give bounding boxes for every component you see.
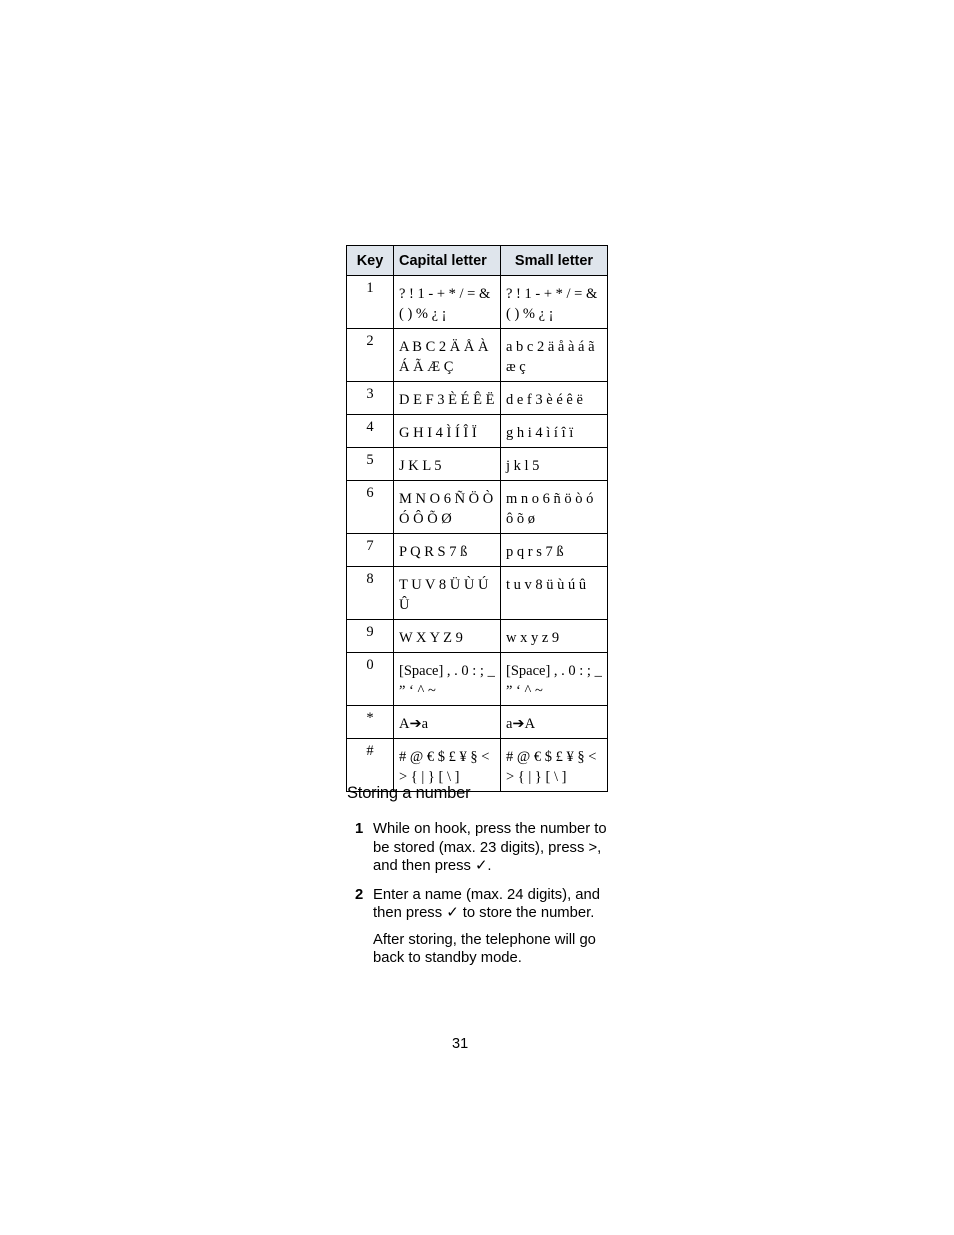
small-cell: m n o 6 ñ ö ò ó ô õ ø: [501, 481, 608, 534]
table-row: [347, 276, 608, 329]
table-row: [347, 706, 608, 739]
small-cell: j k l 5: [501, 448, 608, 481]
small-cell: p q r s 7 ß: [501, 534, 608, 567]
table-row: [347, 620, 608, 653]
capital-cell: J K L 5: [394, 448, 501, 481]
capital-cell: # @ € $ £ ¥ § < > { | } [ \ ]: [394, 739, 501, 792]
step-text: While on hook, press the number to be stored (max. 23 digits), press >, and then press ✓.: [373, 821, 607, 874]
capital-cell: P Q R S 7 ß: [394, 534, 501, 567]
step-text: Enter a name (max. 24 digits), and then press ✓ to store the number.: [373, 886, 600, 921]
table-row: [347, 382, 608, 415]
key-cell: 8: [347, 567, 394, 620]
key-cell: 4: [347, 415, 394, 448]
key-cell: #: [347, 739, 394, 792]
key-cell: 6: [347, 481, 394, 534]
table-row: [347, 567, 608, 620]
capital-cell: M N O 6 Ñ Ö Ò Ó Ô Õ Ø: [394, 481, 501, 534]
key-cell: 2: [347, 329, 394, 382]
key-cell: 7: [347, 534, 394, 567]
table-row: [347, 329, 608, 382]
small-cell: # @ € $ £ ¥ § < > { | } [ \ ]: [501, 739, 608, 792]
key-cell: 0: [347, 653, 394, 706]
header-key: Key: [347, 246, 394, 276]
step-note: After storing, the telephone will go back to standby mode.: [373, 931, 596, 966]
key-cell: 9: [347, 620, 394, 653]
capital-cell: A➔a: [394, 706, 501, 739]
small-cell: d e f 3 è é ê ë: [501, 382, 608, 415]
table-row: [347, 534, 608, 567]
capital-cell: ? ! 1 - + * / = & ( ) % ¿ ¡: [394, 276, 501, 329]
header-capital-letter: Capital letter: [394, 246, 501, 276]
table-row: [347, 481, 608, 534]
small-cell: t u v 8 ü ù ú û: [501, 567, 608, 620]
character-table: [346, 245, 608, 792]
key-cell: *: [347, 706, 394, 739]
table-row: [347, 415, 608, 448]
small-cell: a b c 2 ä å à á ã æ ç: [501, 329, 608, 382]
capital-cell: A B C 2 Ä Å À Á Ã Æ Ç: [394, 329, 501, 382]
small-cell: ? ! 1 - + * / = & ( ) % ¿ ¡: [501, 276, 608, 329]
small-cell: w x y z 9: [501, 620, 608, 653]
list-item: [355, 820, 610, 876]
small-cell: [Space] , . 0 : ; _ ” ‘ ^ ~: [501, 653, 608, 706]
key-cell: 3: [347, 382, 394, 415]
small-cell: a➔A: [501, 706, 608, 739]
header-small-letter: Small letter: [501, 246, 608, 276]
step-number: 2: [355, 886, 364, 903]
capital-cell: G H I 4 Ì Í Î Ï: [394, 415, 501, 448]
section-title: Storing a number: [347, 784, 471, 802]
capital-cell: [Space] , . 0 : ; _ ” ‘ ^ ~: [394, 653, 501, 706]
key-cell: 1: [347, 276, 394, 329]
table-row: [347, 653, 608, 706]
page-number: 31: [452, 1036, 469, 1052]
capital-cell: D E F 3 È É Ê Ë: [394, 382, 501, 415]
list-item: [355, 886, 610, 923]
table-header-row: [347, 246, 608, 276]
capital-cell: W X Y Z 9: [394, 620, 501, 653]
small-cell: g h i 4 ì í î ï: [501, 415, 608, 448]
key-cell: 5: [347, 448, 394, 481]
steps-list: [355, 820, 610, 968]
step-number: 1: [355, 821, 364, 837]
capital-cell: T U V 8 Ü Ù Ú Û: [394, 567, 501, 620]
table-row: [347, 448, 608, 481]
